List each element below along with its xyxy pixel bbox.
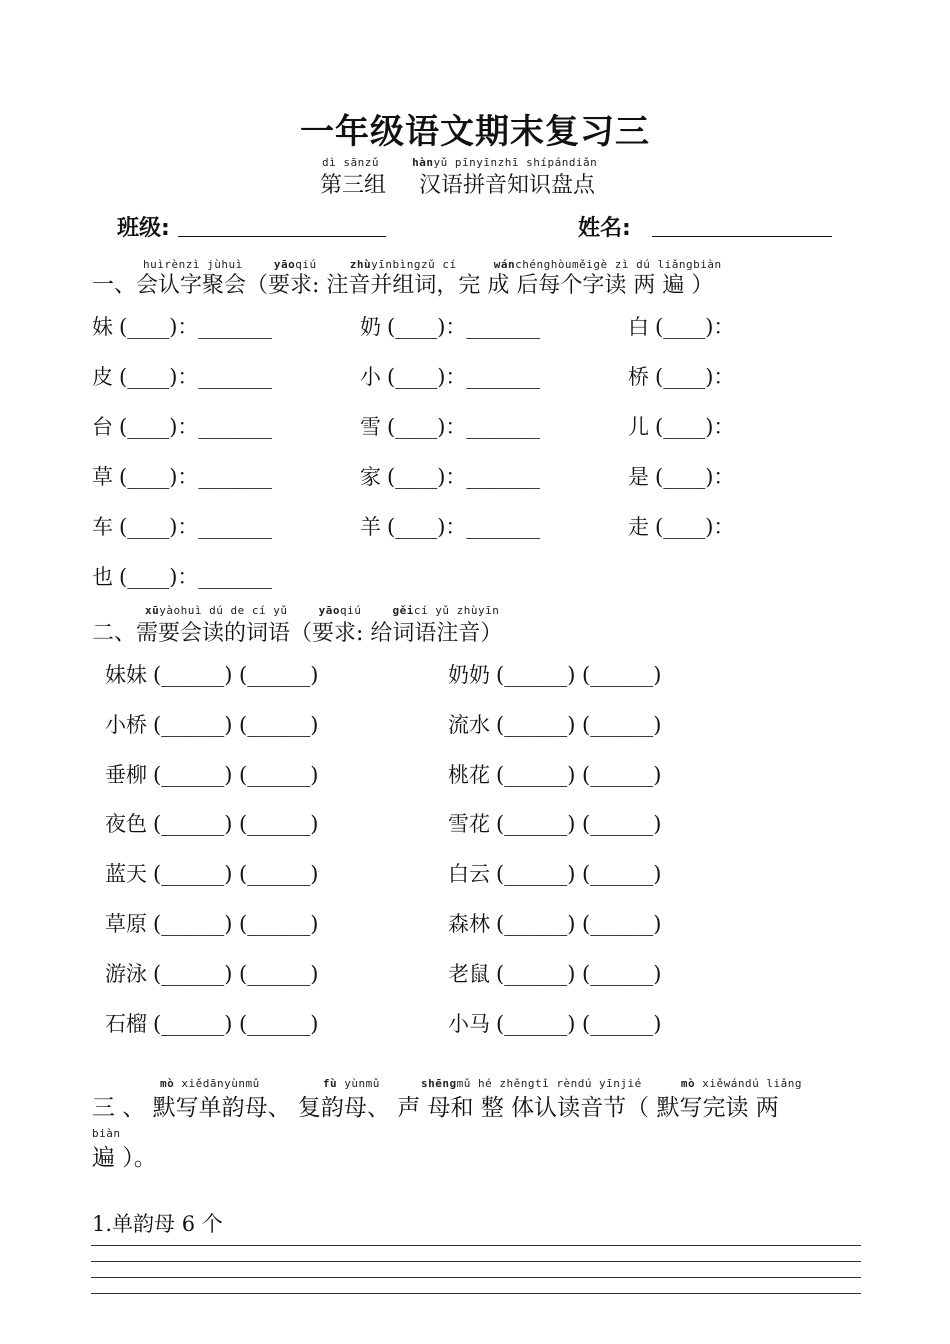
char-label: 羊 [360, 515, 381, 539]
writing-line [91, 1261, 861, 1262]
answer-blank[interactable]: (____)：_______ [119, 365, 272, 389]
word-item [448, 759, 661, 789]
pinyin-segment: gěi [392, 604, 414, 617]
writing-line [91, 1277, 861, 1278]
word-label: 游泳 [105, 961, 147, 986]
word-item [105, 858, 318, 888]
pinyin-segment: dì sānzǔ [322, 156, 379, 169]
section3-heading-line2: 遍 ）。 [92, 1145, 157, 1171]
pinyin-blank[interactable]: (______) (______) [153, 912, 319, 936]
word-label: 白云 [448, 862, 490, 887]
word-item [448, 1008, 661, 1038]
char-label: 草 [92, 465, 113, 489]
pinyin-segment: mǔ hé zhěngtǐ rèndú yīnjié [456, 1077, 642, 1090]
pinyin-segment: huìrènzì jùhuì [143, 258, 243, 271]
answer-blank[interactable]: (____)：_______ [119, 415, 272, 439]
char-label: 是 [628, 465, 649, 489]
word-item [448, 808, 661, 838]
char-item [628, 461, 734, 491]
pinyin-blank[interactable]: (______) (______) [153, 812, 319, 837]
pinyin-segment: chénghòuměigè zì dú liǎngbiàn [515, 258, 722, 271]
char-item [628, 311, 734, 341]
word-item [105, 659, 318, 689]
word-label: 石榴 [105, 1011, 147, 1036]
pinyin-segment: mò [680, 1077, 696, 1090]
section3-heading: 三 、 默写单韵母、 复韵母、 声 母和 整 体认读音节（ 默写完读 两 [92, 1095, 779, 1121]
word-item [448, 709, 661, 739]
char-label: 小 [360, 365, 381, 389]
answer-blank[interactable]: (____)：_______ [387, 515, 540, 539]
word-label: 桃花 [448, 762, 490, 787]
pinyin-segment: fù [322, 1077, 338, 1090]
word-item [105, 958, 318, 988]
pinyin-segment: zhù [349, 258, 372, 271]
char-label: 妹 [92, 315, 113, 339]
answer-blank[interactable]: (____)：_______ [119, 315, 272, 339]
char-label: 皮 [92, 365, 113, 389]
char-label: 走 [628, 515, 649, 539]
pinyin-segment: yāo [318, 604, 340, 617]
answer-blank[interactable]: (____)： [655, 365, 735, 389]
word-item [105, 709, 318, 739]
word-item [448, 908, 661, 938]
word-label: 妹妹 [105, 663, 147, 687]
word-label: 草原 [105, 912, 147, 936]
word-item [105, 808, 318, 838]
char-item [92, 511, 272, 541]
word-item [448, 659, 661, 689]
word-label: 老鼠 [448, 961, 490, 986]
answer-blank[interactable]: (____)：_______ [387, 315, 540, 339]
word-label: 森林 [448, 912, 490, 936]
word-item [448, 958, 661, 988]
pinyin-blank[interactable]: (______) (______) [496, 712, 662, 737]
char-label: 台 [92, 415, 113, 439]
char-label: 车 [92, 515, 113, 539]
char-item [92, 311, 272, 341]
answer-blank[interactable]: (____)：_______ [387, 415, 540, 439]
class-field[interactable] [178, 236, 386, 237]
pinyin-blank[interactable]: (______) (______) [496, 1011, 662, 1036]
word-label: 雪花 [448, 812, 490, 837]
page-title: 一年级语文期末复习三 [300, 112, 650, 152]
word-label: 垂柳 [105, 762, 147, 787]
pinyin-segment: shēng [420, 1077, 457, 1090]
char-label: 白 [628, 315, 649, 339]
pinyin-blank[interactable]: (______) (______) [153, 1011, 319, 1036]
char-label: 奶 [360, 315, 381, 339]
char-item [92, 411, 272, 441]
pinyin-blank[interactable]: (______) (______) [496, 762, 662, 787]
writing-line [91, 1293, 861, 1294]
pinyin-blank[interactable]: (______) (______) [153, 961, 319, 986]
char-item [628, 411, 734, 441]
word-item [105, 759, 318, 789]
answer-blank[interactable]: (____)：_______ [387, 365, 540, 389]
pinyin-segment: xiěwándú liǎng [695, 1077, 803, 1090]
char-item [628, 361, 734, 391]
char-item [360, 461, 540, 491]
pinyin-segment: yùnmǔ [337, 1077, 380, 1090]
char-item [92, 361, 272, 391]
word-item [105, 1008, 318, 1038]
pinyin-blank[interactable]: (______) (______) [153, 762, 319, 787]
pinyin-segment: xiědānyùnmǔ [174, 1077, 260, 1090]
pinyin-segment: qiú [339, 604, 362, 617]
pinyin-segment: cí yǔ zhùyīn [413, 604, 500, 617]
pinyin-segment: yāo [273, 258, 296, 271]
section1-heading: 一、会认字聚会（要求: 注音并组词，完 成 后每个字读 两 遍 ） [92, 273, 714, 298]
answer-blank[interactable]: (____)：_______ [119, 515, 272, 539]
char-item [360, 361, 540, 391]
item1-label: 1.单韵母 6 个 [92, 1212, 223, 1236]
section3-pinyin-line2: biàn [92, 1127, 121, 1140]
pinyin-blank[interactable]: (______) (______) [496, 912, 662, 936]
char-item [628, 511, 734, 541]
pinyin-segment: hàn [412, 156, 434, 169]
pinyin-segment: yǔ pīnyīnzhī shípándiǎn [433, 156, 598, 169]
char-item [92, 461, 272, 491]
pinyin-blank[interactable]: (______) (______) [153, 663, 319, 687]
pinyin-blank[interactable]: (______) (______) [496, 862, 662, 887]
answer-blank[interactable]: (____)： [655, 415, 735, 439]
pinyin-segment: qiú [295, 258, 317, 271]
word-label: 夜色 [105, 812, 147, 837]
word-label: 流水 [448, 712, 490, 737]
word-label: 小马 [448, 1011, 490, 1036]
subtitle-group: 第三组 [320, 173, 387, 198]
pinyin-blank[interactable]: (______) (______) [153, 712, 319, 737]
answer-blank[interactable]: (____)：_______ [119, 565, 272, 589]
word-label: 奶奶 [448, 663, 490, 687]
pinyin-blank[interactable]: (______) (______) [496, 812, 662, 837]
answer-blank[interactable]: (____)：_______ [387, 465, 540, 489]
char-label: 家 [360, 465, 381, 489]
pinyin-segment: mò [160, 1077, 175, 1090]
pinyin-segment: wán [493, 258, 516, 271]
char-label: 儿 [628, 415, 649, 439]
char-label: 桥 [628, 365, 649, 389]
char-item [92, 561, 272, 591]
answer-blank[interactable]: (____)： [655, 465, 735, 489]
answer-blank[interactable]: (____)： [655, 515, 735, 539]
answer-blank[interactable]: (____)：_______ [119, 465, 272, 489]
writing-line [91, 1245, 861, 1246]
word-item [105, 908, 318, 938]
name-label: 姓名: [578, 216, 631, 241]
answer-blank[interactable]: (____)： [655, 315, 735, 339]
section2-heading: 二、需要会读的词语（要求: 给词语注音） [92, 621, 503, 646]
pinyin-segment: yàohuì dú de cí yǔ [159, 604, 288, 617]
pinyin-segment: yīnbìngzǔ cí [371, 258, 457, 271]
class-label: 班级: [117, 216, 170, 241]
pinyin-segment: xū [145, 604, 160, 617]
char-label: 也 [92, 565, 113, 589]
pinyin-blank[interactable]: (______) (______) [153, 862, 319, 887]
char-item [360, 411, 540, 441]
pinyin-blank[interactable]: (______) (______) [496, 663, 662, 687]
word-label: 蓝天 [105, 862, 147, 887]
pinyin-blank[interactable]: (______) (______) [496, 961, 662, 986]
word-label: 小桥 [105, 712, 147, 737]
char-item [360, 511, 540, 541]
char-item [360, 311, 540, 341]
subtitle-topic: 汉语拼音知识盘点 [419, 173, 596, 198]
word-item [448, 858, 661, 888]
subtitle [320, 168, 595, 199]
name-field[interactable] [652, 236, 832, 237]
char-label: 雪 [360, 415, 381, 439]
